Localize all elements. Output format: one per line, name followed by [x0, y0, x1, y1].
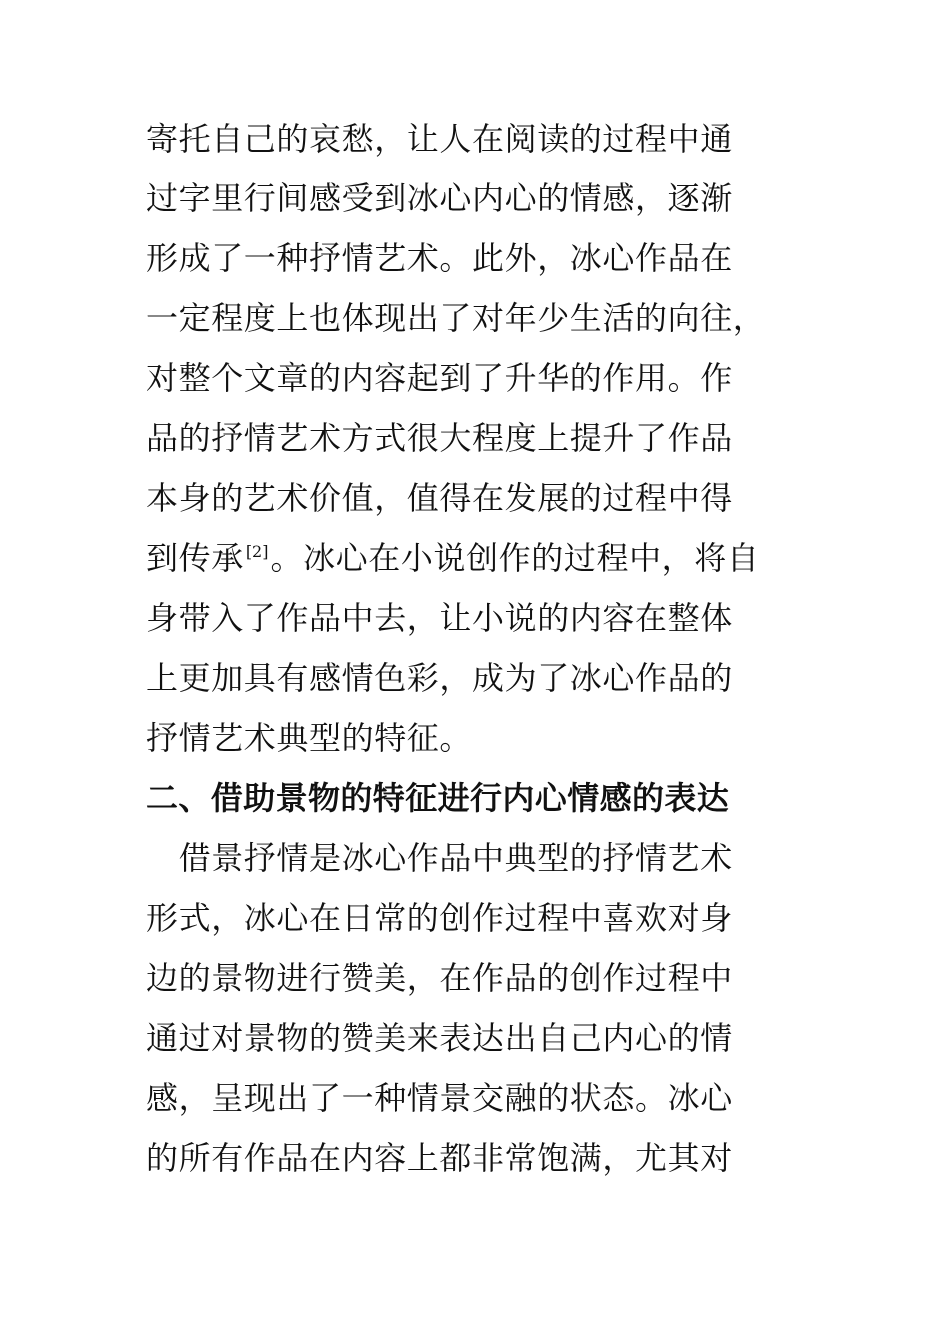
text-line: 上更加具有感情色彩，成为了冰心作品的	[146, 659, 733, 697]
text-line-with-citation	[146, 538, 760, 578]
text-line: 身带入了作品中去，让小说的内容在整体	[146, 599, 733, 637]
text-segment: 到传承	[146, 539, 244, 577]
text-segment: 。冰心在小说创作的过程中，将自	[270, 539, 760, 577]
text-line: 形式，冰心在日常的创作过程中喜欢对身	[146, 899, 733, 937]
text-line: 的所有作品在内容上都非常饱满，尤其对	[146, 1139, 733, 1177]
text-line: 感，呈现出了一种情景交融的状态。冰心	[146, 1079, 733, 1117]
text-line: 边的景物进行赞美，在作品的创作过程中	[146, 959, 733, 997]
text-line: 寄托自己的哀愁，让人在阅读的过程中通	[146, 120, 733, 158]
text-line: 通过对景物的赞美来表达出自己内心的情	[146, 1019, 733, 1057]
text-line: 对整个文章的内容起到了升华的作用。作	[146, 359, 733, 397]
text-line: 品的抒情艺术方式很大程度上提升了作品	[146, 419, 733, 457]
text-line: 形成了一种抒情艺术。此外，冰心作品在	[146, 239, 733, 277]
section-heading: 二、借助景物的特征进行内心情感的表达	[146, 779, 730, 817]
text-line: 抒情艺术典型的特征。	[146, 719, 473, 757]
text-line: 一定程度上也体现出了对年少生活的向往，	[146, 299, 766, 337]
text-line: 本身的艺术价值，值得在发展的过程中得	[146, 479, 733, 517]
text-line: 借景抒情是冰心作品中典型的抒情艺术	[146, 839, 733, 877]
text-line: 过字里行间感受到冰心内心的情感，逐渐	[146, 179, 733, 217]
citation-marker: [2]	[245, 542, 269, 561]
